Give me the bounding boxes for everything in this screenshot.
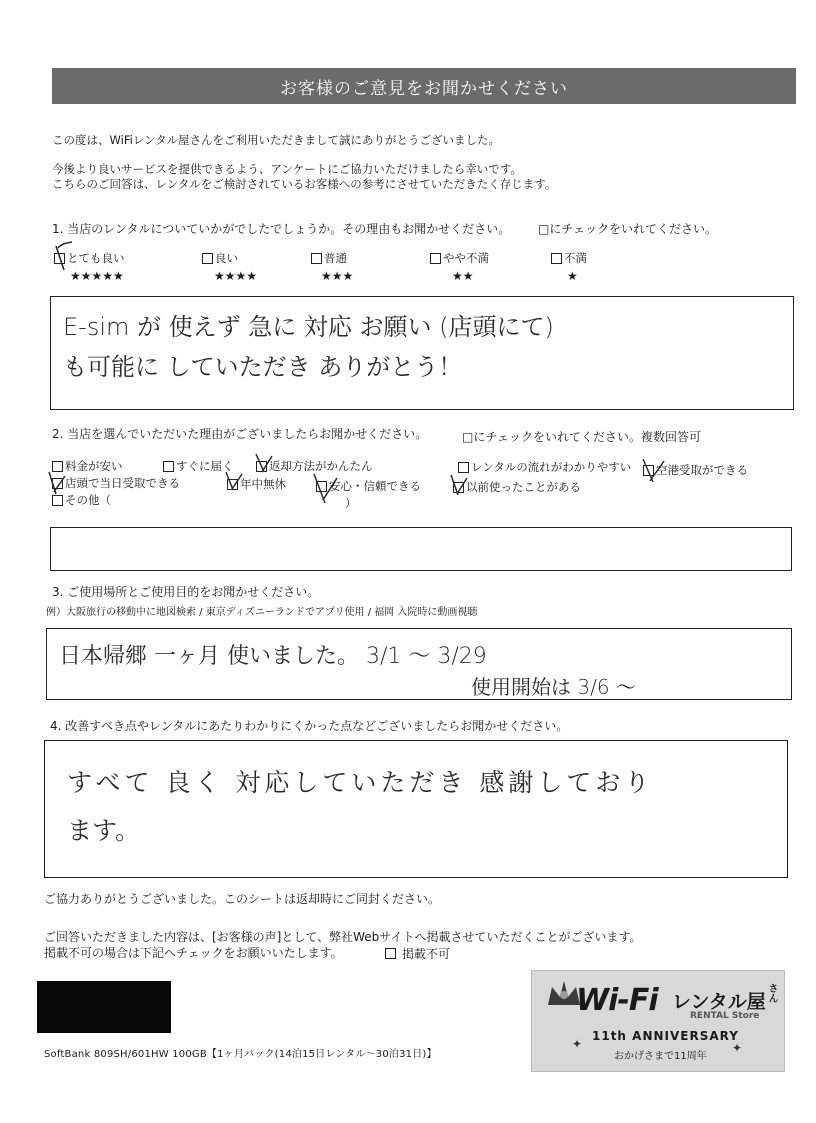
q2-check-mark (47, 470, 67, 496)
q1-option-label: やや不満 (443, 251, 489, 265)
q2-other-input-box[interactable] (50, 527, 792, 571)
sparkle-icon: ✦ (572, 1037, 583, 1051)
q1-answer-box[interactable] (50, 296, 794, 410)
q1-option-average[interactable] (311, 250, 353, 283)
q2-option-label: すぐに届く (176, 459, 234, 473)
q2-option-fast-delivery[interactable] (163, 458, 234, 474)
q1-check-mark (52, 240, 82, 276)
q2-option-label: レンタルの流れがわかりやすい (471, 460, 632, 474)
q1-checkbox-average[interactable] (311, 253, 322, 264)
q1-stars: ★★★★ (214, 269, 258, 283)
redacted-block (37, 981, 171, 1033)
logo-anniversary-jp: おかげさまで11周年 (614, 1051, 707, 1062)
no-publish-option[interactable] (385, 945, 450, 962)
q2-option-used-before[interactable] (453, 479, 581, 495)
product-name: SoftBank 809SH/601HW 100GB【1ヶ月パック(14泊15日レンタル〜30泊31日)】 (44, 1049, 437, 1060)
logo-brand: Wi-Fi (576, 983, 658, 1018)
q1-stars: ★★★★★ (70, 269, 124, 283)
q1-stars: ★★★ (321, 269, 354, 283)
q2-option-same-day-store[interactable] (52, 475, 180, 491)
q2-option-label: 空港受取ができる (656, 463, 748, 477)
q2-checkbox[interactable] (163, 461, 174, 472)
q3-answer-line-2: 使用開始は 3/6 〜 (471, 675, 636, 699)
q1-checkbox-good[interactable] (202, 253, 213, 264)
q2-option-label: 料金が安い (65, 459, 123, 473)
q1-answer-line-1: E-sim が 使えず 急に 対応 お願い (店頭にて) (63, 313, 554, 341)
q2-question: 2. 当店を選んでいただいた理由がございましたらお聞かせください。 (52, 427, 428, 441)
q2-check-mark (254, 452, 274, 474)
q1-checkbox-dissatisfied[interactable] (551, 253, 562, 264)
q3-answer-line-1: 日本帰郷 一ヶ月 使いました。 3/1 〜 3/29 (59, 644, 487, 669)
q1-option-label: 普通 (324, 251, 347, 265)
footer-thanks: ご協力ありがとうございました。このシートは返却時にご同封ください。 (44, 892, 441, 906)
q2-checkbox[interactable] (458, 462, 469, 473)
q2-check-mark (311, 470, 339, 506)
q4-answer-line-1: すべて 良く 対応していただき 感謝しており (67, 768, 654, 797)
q2-other-close-paren: ） (345, 496, 357, 510)
logo-brand-suffix: さん (766, 983, 777, 1003)
q3-question: 3. ご使用場所とご使用目的をお聞かせください。 (52, 585, 320, 599)
q1-option-good[interactable] (202, 250, 257, 283)
footer-publish-line-2: 掲載不可の場合は下記へチェックをお願いいたします。 (44, 946, 343, 960)
q2-option-label: その他（ (65, 493, 111, 507)
q1-stars: ★★ (452, 269, 474, 283)
q1-option-label: とても良い (67, 251, 125, 265)
no-publish-checkbox[interactable] (385, 948, 396, 959)
q1-answer-line-2: も可能に していただき ありがとう！ (63, 353, 463, 381)
q1-option-label: 良い (215, 251, 238, 265)
q4-answer-line-2: ます。 (67, 816, 141, 845)
q1-stars: ★ (567, 269, 578, 283)
q2-option-label: 年中無休 (240, 477, 286, 491)
q2-option-label: 店頭で当日受取できる (65, 476, 180, 490)
q2-option-label: 安心・信頼できる (329, 479, 421, 493)
q1-question: 1. 当店のレンタルについていかがでしたでしょうか。その理由もお聞かせください。 (52, 222, 511, 236)
q1-option-dissatisfied[interactable] (551, 250, 587, 283)
brand-logo (531, 970, 785, 1072)
intro-line-2: 今後より良いサービスを提供できるよう、アンケートにご協力いただけましたら幸いです。 (52, 162, 522, 176)
logo-brand-jp: レンタル屋 (672, 991, 766, 1013)
q4-question: 4. 改善すべき点やレンタルにあたりわかりにくかった点などございましたらお聞かせください。 (50, 719, 569, 733)
logo-brand-en: RENTAL Store (690, 1011, 760, 1021)
q2-check-mark (640, 455, 666, 485)
intro-line-1: この度は、WiFiレンタル屋さんをご利用いただきまして誠にありがとうございました。 (52, 133, 501, 147)
q1-option-label: 不満 (564, 251, 587, 265)
intro-line-3: こちらのご回答は、レンタルをご検討されているお客様への参考にさせていただきたく存じます。 (52, 177, 557, 191)
q4-answer-box[interactable] (44, 740, 788, 878)
q1-option-slightly-dissatisfied[interactable] (430, 250, 489, 283)
q2-check-mark (224, 470, 244, 492)
page-title: お客様のご意見をお聞かせください (52, 68, 796, 104)
q2-instruction: □にチェックをいれてください。複数回答可 (462, 430, 701, 444)
q3-answer-box[interactable] (46, 628, 792, 700)
footer-publish-line-1: ご回答いただきました内容は、[お客様の声]として、弊社Webサイトへ掲載させていただくことがございます。 (44, 930, 642, 944)
q2-option-label: 以前使ったことがある (466, 480, 581, 494)
no-publish-label: 掲載不可 (402, 947, 451, 961)
q2-check-mark (449, 473, 469, 497)
q3-example: 例）大阪旅行の移動中に地図検索 / 東京ディズニーランドでアプリ使用 / 福岡 入院時に動画視聴 (46, 607, 478, 618)
sparkle-icon: ✦ (732, 1041, 743, 1055)
logo-anniversary: 11th ANNIVERSARY (592, 1029, 739, 1043)
q2-option-label: 返却方法がかんたん (269, 459, 373, 473)
q1-instruction: □にチェックをいれてください。 (538, 222, 717, 236)
q2-option-easy-flow[interactable] (458, 459, 631, 475)
q2-checkbox[interactable] (52, 495, 63, 506)
q1-checkbox-slightly-dissatisfied[interactable] (430, 253, 441, 264)
